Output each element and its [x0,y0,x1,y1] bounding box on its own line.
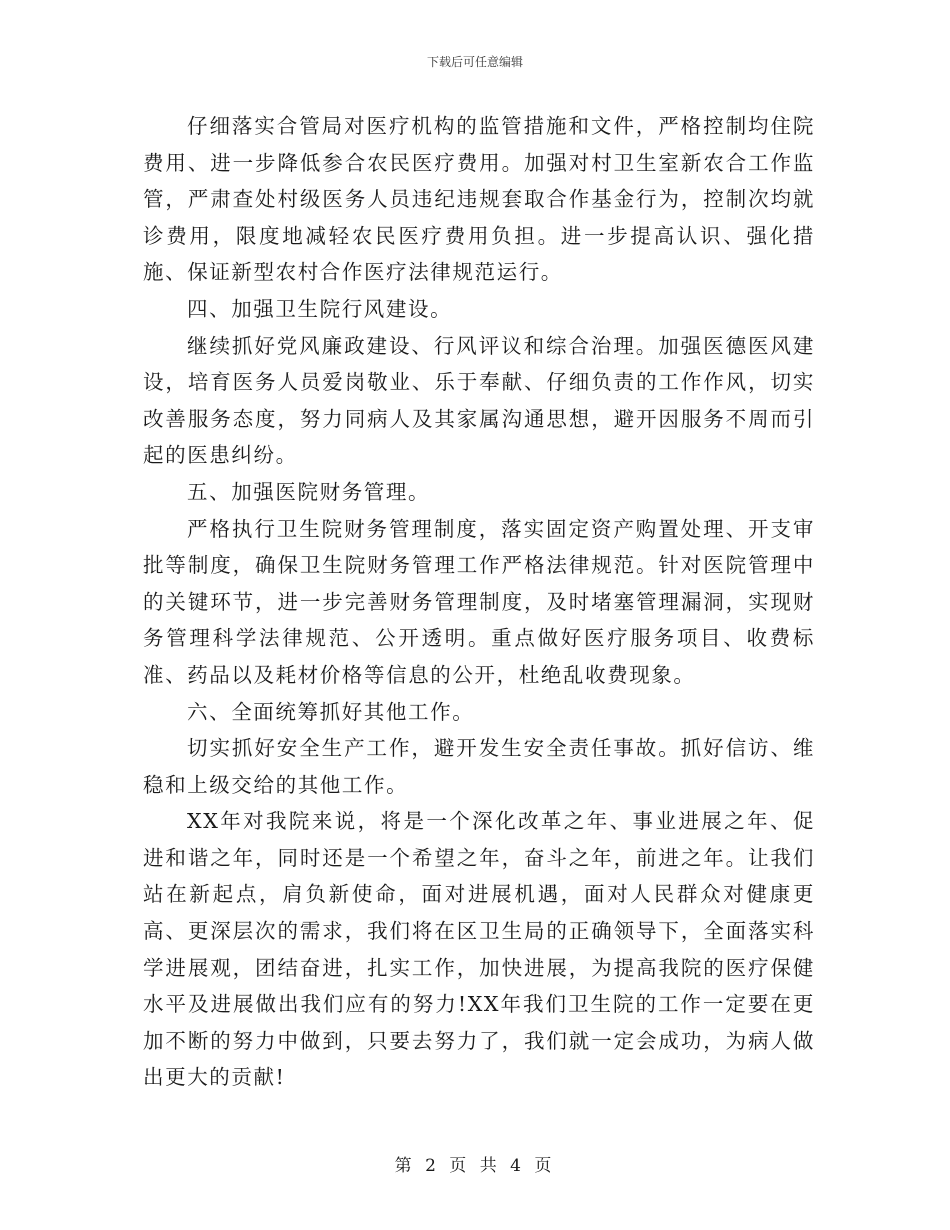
page-header: 下载后可任意编辑 [426,55,523,69]
paragraph-conclusion: XX年对我院来说，将是一个深化改革之年、事业进展之年、促进和谐之年，同时还是一个希望之年，奋斗之年，前进之年。让我们站在新起点，肩负新使命，面对进展机遇，面对人民群众对健康更高、更深层次的需求，我们将在区卫生局的正确领导下，全面落实科学进展观，团结奋进，扎实工作，加快进展，为提高我院的医疗保健水平及进展做出我们应有的努力!XX年我们卫生院的工作一定要在更加不断的努力中做到，只要去努力了，我们就一定会成功，为病人做出更大的贡献! [143,809,815,1090]
section-heading-5: 五、加强医院财务管理。 [187,479,431,504]
paragraph-conduct: 继续抓好党风廉政建设、行风评议和综合治理。加强医德医风建设，培育医务人员爱岗敬业、乐于奉献、仔细负责的工作作风，切实改善服务态度，努力同病人及其家属沟通思想，避开因服务不周而引起的医患纠纷。 [143,333,815,468]
paragraph-finance: 严格执行卫生院财务管理制度，落实固定资产购置处理、开支审批等制度，确保卫生院财务管理工作严格法律规范。针对医院管理中的关键环节，进一步完善财务管理制度，及时堵塞管理漏洞，实现财务管理科学法律规范、公开透明。重点做好医疗服务项目、收费标准、药品以及耗材价格等信息的公开，杜绝乱收费现象。 [143,516,815,687]
section-heading-4: 四、加强卫生院行风建设。 [187,296,453,321]
section-heading-6: 六、全面统筹抓好其他工作。 [187,699,475,724]
page-footer: 第 2 页 共 4 页 [394,1156,556,1176]
paragraph-other-work: 切实抓好安全生产工作，避开发生安全责任事故。抓好信访、维稳和上级交给的其他工作。 [143,736,815,797]
paragraph-supervision: 仔细落实合管局对医疗机构的监管措施和文件，严格控制均住院费用、进一步降低参合农民医疗费用。加强对村卫生室新农合工作监管，严肃查处村级医务人员违纪违规套取合作基金行为，控制次均就诊费用，限度地减轻农民医疗费用负担。进一步提高认识、强化措施、保证新型农村合作医疗法律规范运行。 [143,114,815,285]
document-body [143,108,815,1096]
